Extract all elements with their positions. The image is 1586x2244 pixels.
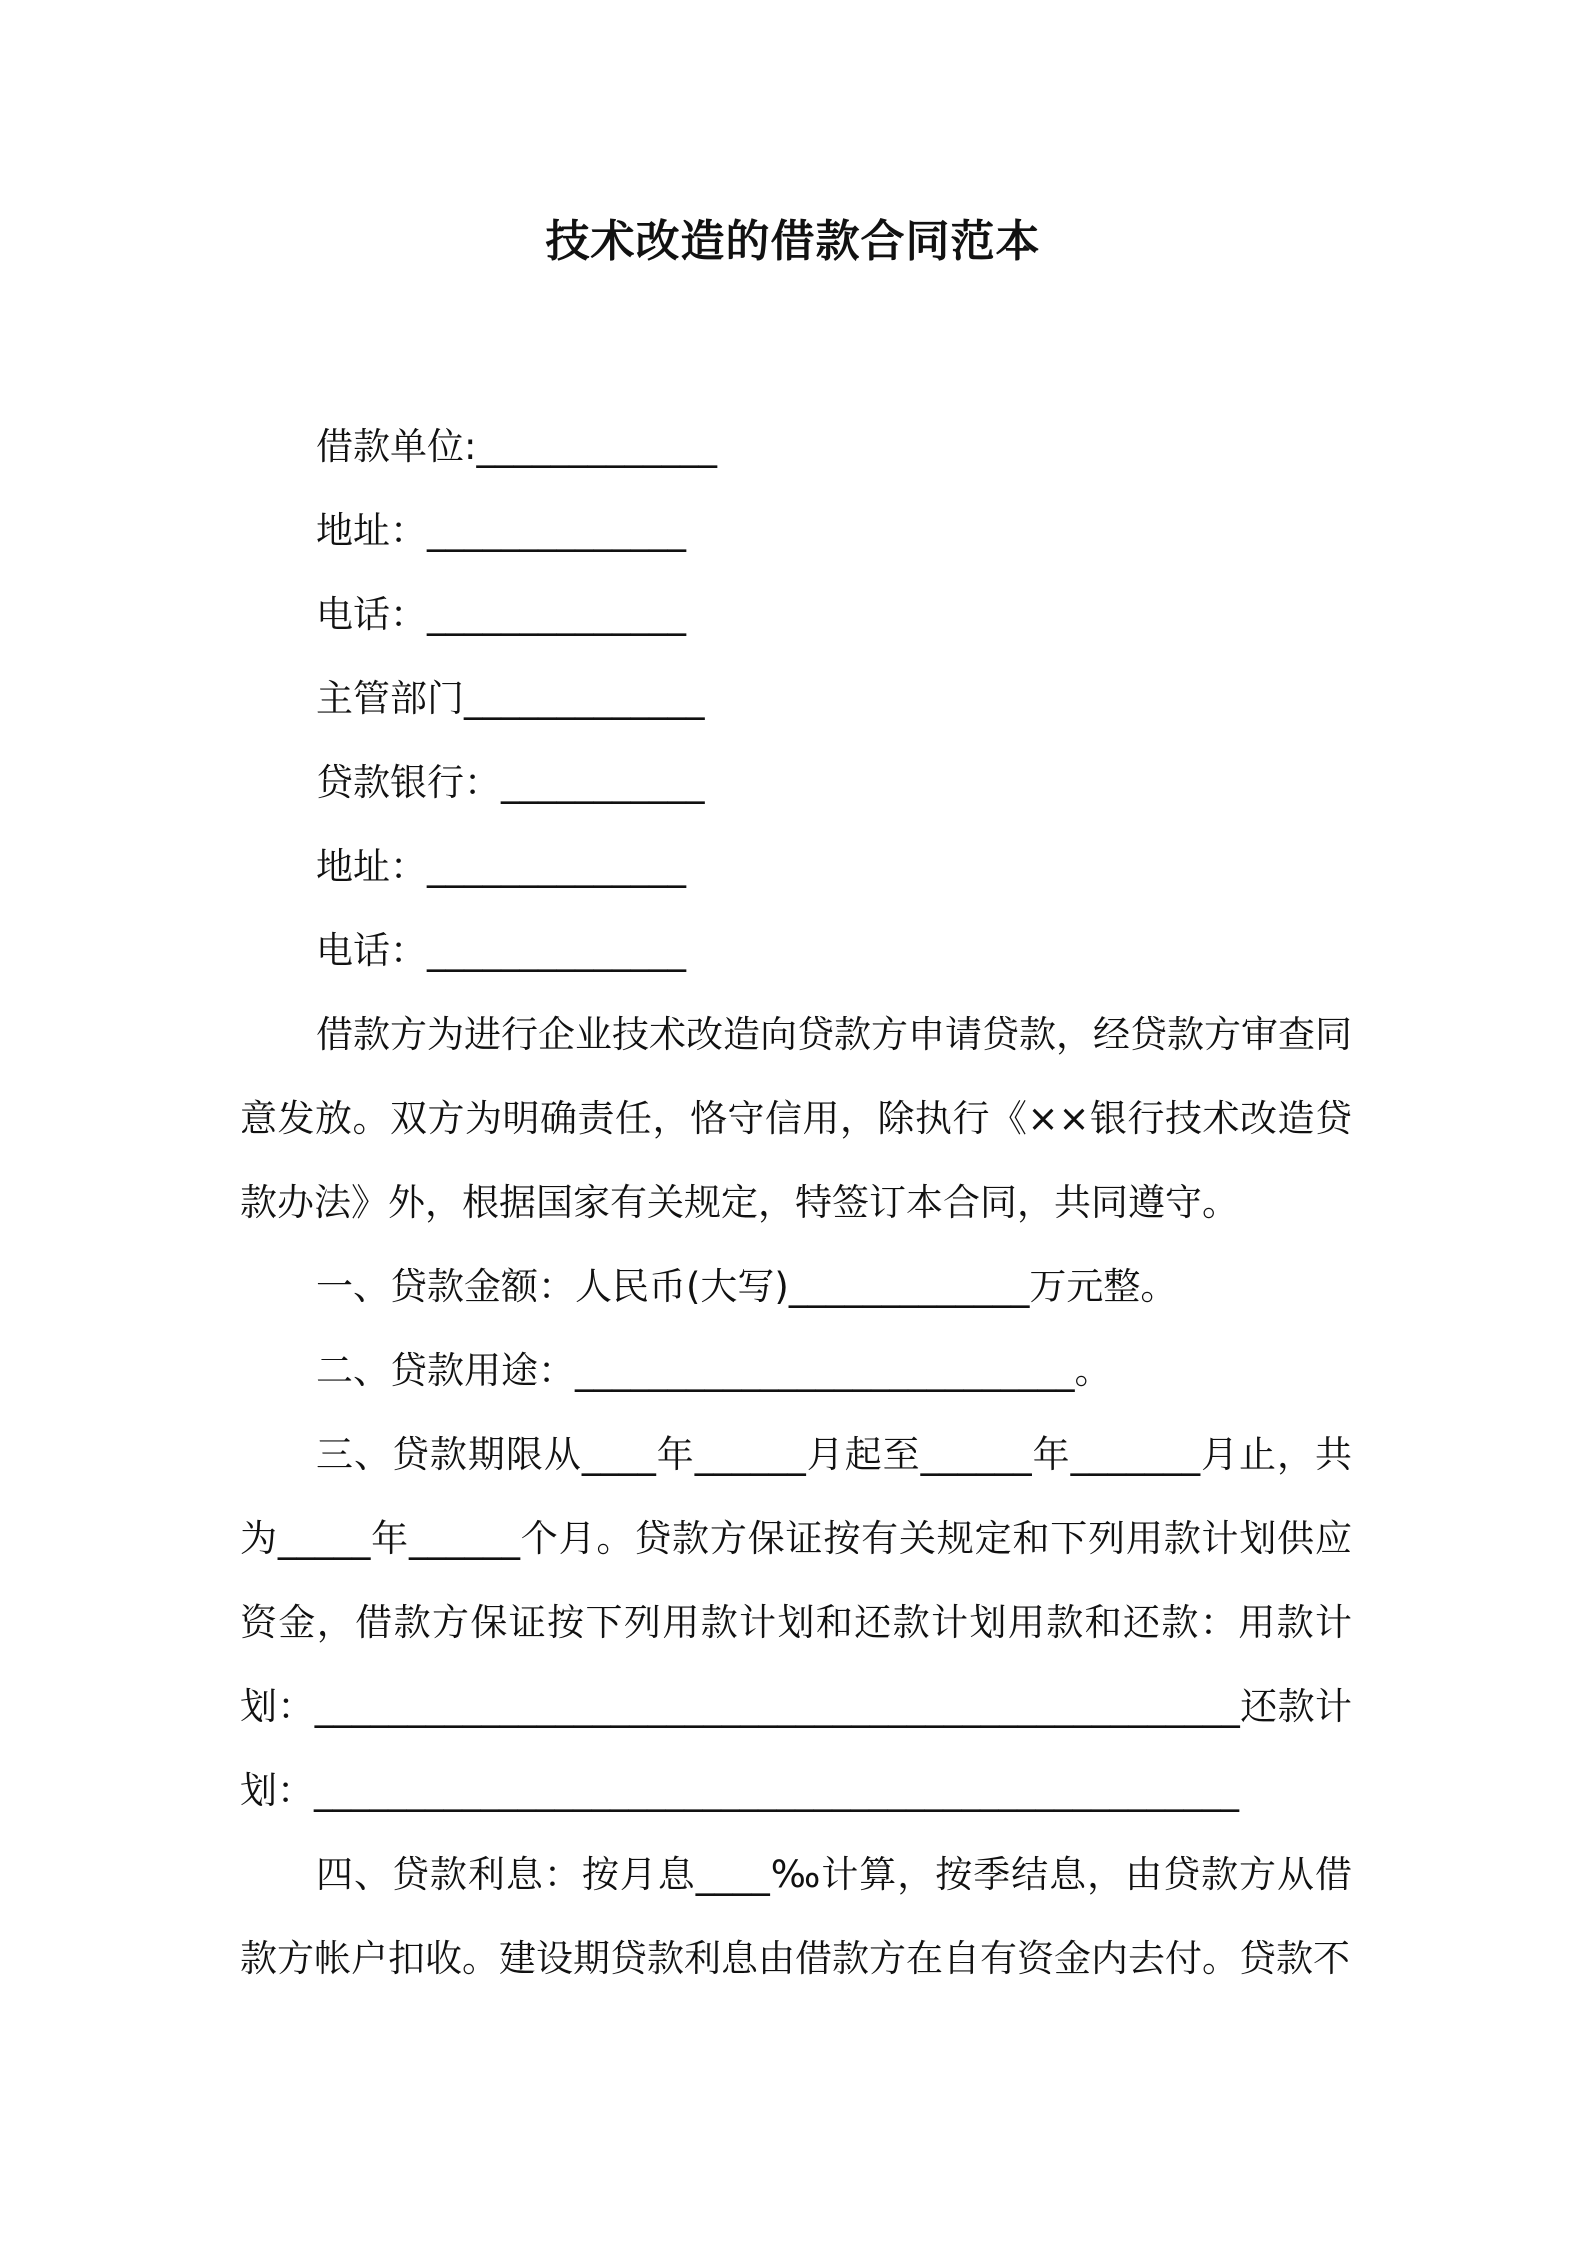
paragraph-loan-amount: 一、贷款金额：人民币(大写)_____________万元整。 (316, 1265, 1178, 1308)
document-body (240, 405, 1352, 2001)
paragraph-preamble: 借款方为进行企业技术改造向贷款方申请贷款，经贷款方审查同意发放。双方为明确责任，恪守信用，除执行《××银行技术改造贷款办法》外，根据国家有关规定，特签订本合同，共同遵守。 (240, 1013, 1352, 1224)
field-supervising-department: 主管部门_____________ (316, 677, 705, 720)
field-lending-bank: 贷款银行：___________ (316, 761, 705, 804)
field-borrower-unit: 借款单位:_____________ (316, 425, 717, 468)
field-bank-phone: 电话：______________ (316, 929, 686, 972)
paragraph-loan-term: 三、贷款期限从____年______月起至______年_______月止，共为_____年______个月。贷款方保证按有关规定和下列用款计划供应资金，借款方保证按下列用款计划和还款计划用款和还款：用款计划：__________________________________________________还款计划：__________________________________________________ (240, 1433, 1352, 1812)
document-title: 技术改造的借款合同范本 (545, 216, 1041, 267)
paragraph-loan-interest: 四、贷款利息：按月息____‰计算，按季结息，由贷款方从借款方帐户扣收。建设期贷款利息由借款方在自有资金内去付。贷款不 (240, 1853, 1352, 1980)
paragraph-loan-purpose: 二、贷款用途：___________________________。 (316, 1349, 1112, 1392)
field-bank-address: 地址：______________ (316, 845, 686, 888)
field-borrower-phone: 电话：______________ (316, 593, 686, 636)
field-borrower-address: 地址：______________ (316, 509, 686, 552)
